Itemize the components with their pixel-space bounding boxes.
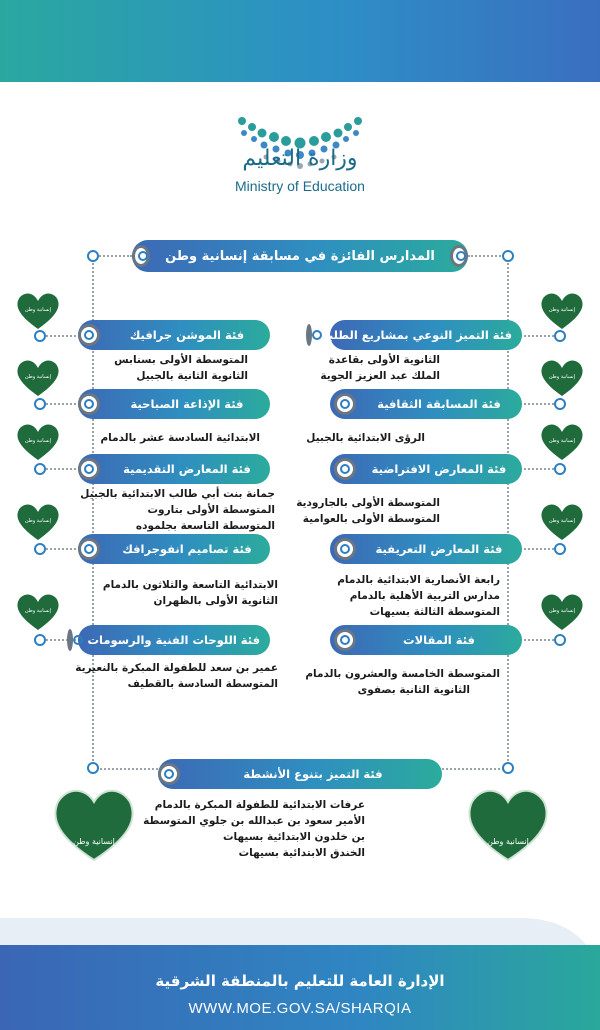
- ring-icon: [67, 629, 73, 651]
- page-title: المدارس الفائزة في مسابقة إنسانية وطن: [132, 240, 468, 272]
- winner-list: الرؤى الابتدائية بالجبيل: [306, 432, 425, 444]
- ring-icon: [132, 245, 150, 267]
- category-pill-left: فئة الموشن جرافيك: [78, 320, 270, 350]
- category-pill-left: فئة اللوحات الفنية والرسومات: [78, 625, 270, 655]
- heart-emblem-icon: [538, 420, 586, 462]
- heart-emblem-icon: [14, 289, 62, 331]
- heart-emblem-icon: [538, 356, 586, 398]
- category-pill-left: فئة تصاميم انفوجرافك: [78, 534, 270, 564]
- connector-dot: [554, 330, 566, 342]
- svg-text:إنسانية وطن: إنسانية وطن: [487, 837, 529, 846]
- connector-dot: [87, 250, 99, 262]
- connector-dot: [34, 634, 46, 646]
- ring-icon: [334, 458, 356, 480]
- row-connector: [46, 468, 80, 470]
- top-banner: [0, 0, 600, 82]
- svg-text:إنسانية وطن: إنسانية وطن: [73, 837, 115, 846]
- svg-text:إنسانية وطن: إنسانية وطن: [548, 307, 576, 313]
- row-connector: [520, 639, 554, 641]
- ring-icon: [78, 393, 100, 415]
- svg-text:إنسانية وطن: إنسانية وطن: [548, 518, 576, 524]
- winner-list: عرفات الابتدائية للطفولة المبكرة بالدمام الأمير سعود بن عبدالله بن جلوي المتوسطة بن خلدون الابتدائية بسيهات الخندق الابتدائية بسيهات: [143, 799, 365, 859]
- winner-list: عمير بن سعد للطفولة المبكرة بالنعيرية المتوسطة السادسة بالقطيف: [75, 662, 278, 690]
- ring-icon: [334, 393, 356, 415]
- ring-icon: [334, 538, 356, 560]
- row-connector: [46, 335, 80, 337]
- winner-list: الابتدائية السادسة عشر بالدمام: [100, 432, 260, 444]
- category-pill-left: فئة المعارض التقديمية: [78, 454, 270, 484]
- footer-org-name: الإدارة العامة للتعليم بالمنطقة الشرقية: [155, 972, 445, 990]
- connector-dot: [34, 330, 46, 342]
- footer-url-link[interactable]: WWW.MOE.GOV.SA/SHARQIA: [188, 1000, 412, 1017]
- category-pill-bottom: فئة التميز بتنوع الأنشطة: [158, 759, 442, 789]
- heart-emblem-icon: [538, 500, 586, 542]
- ring-icon: [306, 324, 312, 346]
- svg-text:إنسانية وطن: إنسانية وطن: [24, 374, 52, 380]
- category-pill-right: فئة المعارض التعريفية: [330, 534, 522, 564]
- svg-text:إنسانية وطن: إنسانية وطن: [548, 438, 576, 444]
- connector-dot: [554, 634, 566, 646]
- heart-emblem-icon: [14, 590, 62, 632]
- heart-emblem-icon: [14, 500, 62, 542]
- category-pill-right: فئة المسابقة الثقافية: [330, 389, 522, 419]
- svg-text:إنسانية وطن: إنسانية وطن: [24, 307, 52, 313]
- category-pill-right: فئة المقالات: [330, 625, 522, 655]
- winner-list: جمانة بنت أبي طالب الابتدائية بالجبيل المتوسطة الأولى بتاروت المتوسطة التاسعة بجلموده: [80, 488, 275, 532]
- category-pill-left: فئة الإذاعة الصباحية: [78, 389, 270, 419]
- winner-list: الثانوية الأولى بقاعدة الملك عبد العزيز الجوية: [320, 354, 440, 382]
- connector-dot: [502, 250, 514, 262]
- svg-text:إنسانية وطن: إنسانية وطن: [24, 438, 52, 444]
- heart-emblem-icon: [538, 289, 586, 331]
- row-connector: [520, 335, 554, 337]
- row-connector: [46, 403, 80, 405]
- ring-icon: [450, 245, 468, 267]
- bottom-connector-right: [438, 768, 508, 770]
- bottom-connector-left: [92, 768, 162, 770]
- connector-dot: [554, 543, 566, 555]
- ring-icon: [78, 324, 100, 346]
- svg-text:إنسانية وطن: إنسانية وطن: [548, 608, 576, 614]
- ministry-name-en: Ministry of Education: [235, 178, 365, 194]
- category-pill-right: فئة المعارض الافتراضية: [330, 454, 522, 484]
- row-connector: [46, 548, 80, 550]
- heart-emblem-icon: [538, 590, 586, 632]
- svg-text:إنسانية وطن: إنسانية وطن: [548, 374, 576, 380]
- connector-dot: [502, 762, 514, 774]
- svg-text:إنسانية وطن: إنسانية وطن: [24, 518, 52, 524]
- connector-dot: [34, 398, 46, 410]
- connector-dot: [554, 463, 566, 475]
- large-heart-emblem-icon: [464, 782, 552, 862]
- large-heart-emblem-icon: [50, 782, 138, 862]
- ring-icon: [78, 458, 100, 480]
- winner-list: رابعة الأنصارية الابتدائية بالدمام مدارس التربية الأهلية بالدمام المتوسطة الثالثة بسيهات: [337, 574, 500, 618]
- winner-list: الابتدائية التاسعة والثلاثون بالدمام الثانوية الأولى بالظهران: [102, 579, 278, 607]
- svg-text:إنسانية وطن: إنسانية وطن: [24, 608, 52, 614]
- row-connector: [520, 548, 554, 550]
- heart-emblem-icon: [14, 420, 62, 462]
- winner-list: المتوسطة الأولى بسنابس الثانوية الثانية بالجبيل: [114, 354, 248, 382]
- category-pill-right: فئة التميز النوعي بمشاريع الطلبة: [330, 320, 522, 350]
- winner-list: المتوسطة الخامسة والعشرون بالدمام الثانوية الثانية بصفوى: [305, 668, 500, 696]
- connector-dot: [87, 762, 99, 774]
- ring-icon: [78, 538, 100, 560]
- row-connector: [520, 468, 554, 470]
- winner-list: المتوسطة الأولى بالجارودية المتوسطة الأولى بالعوامية: [296, 497, 440, 525]
- connector-dot: [34, 463, 46, 475]
- connector-dot: [34, 543, 46, 555]
- ring-icon: [334, 629, 356, 651]
- ring-icon: [158, 763, 180, 785]
- ministry-name-ar: وزارة التعليم: [242, 146, 358, 171]
- heart-emblem-icon: [14, 356, 62, 398]
- connector-dot: [554, 398, 566, 410]
- row-connector: [520, 403, 554, 405]
